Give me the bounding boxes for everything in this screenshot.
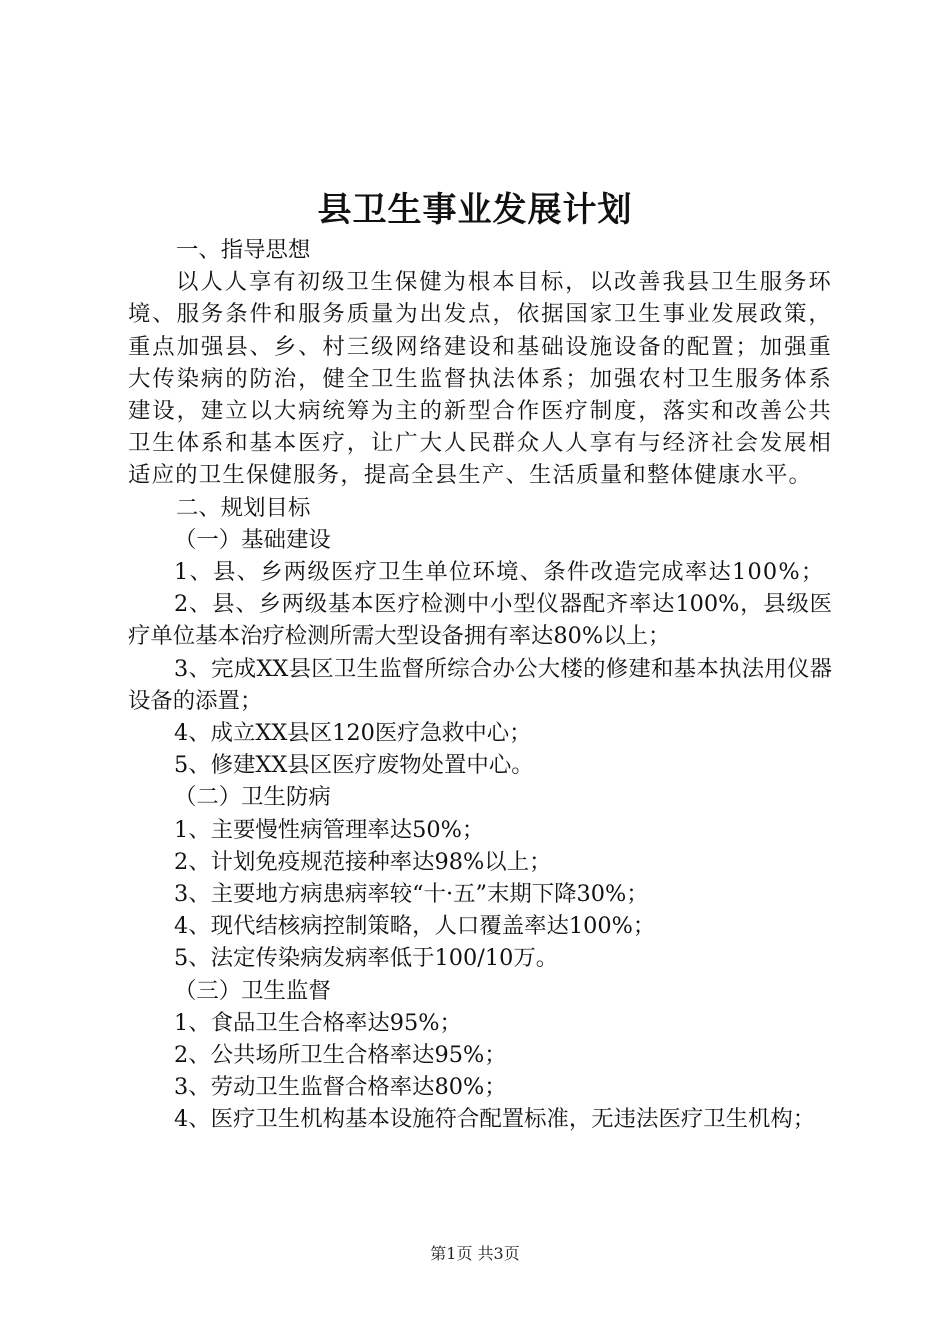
list-item-infrastructure-3: 3、完成XX县区卫生监督所综合办公大楼的修建和基本执法用仪器设备的添置；	[128, 655, 832, 714]
section-heading-planning-goals: 二、规划目标	[176, 494, 311, 521]
list-item-prevention-2: 2、计划免疫规范接种率达98%以上；	[174, 848, 552, 875]
list-item-supervision-3: 3、劳动卫生监督合格率达80%；	[174, 1074, 507, 1101]
list-item-supervision-2: 2、公共场所卫生合格率达95%；	[174, 1042, 507, 1069]
list-item-supervision-1: 1、食品卫生合格率达95%；	[174, 1009, 462, 1036]
list-item-prevention-4: 4、现代结核病控制策略，人口覆盖率达100%；	[174, 913, 656, 940]
subsection-heading-disease-prevention: （二）卫生防病	[174, 784, 331, 811]
list-item-supervision-4: 4、医疗卫生机构基本设施符合配置标准，无违法医疗卫生机构；	[174, 1106, 816, 1133]
subsection-heading-health-supervision: （三）卫生监督	[174, 977, 331, 1004]
list-item-infrastructure-1: 1、县、乡两级医疗卫生单位环境、条件改造完成率达100%；	[174, 559, 825, 586]
subsection-heading-infrastructure: （一）基础建设	[174, 526, 331, 553]
list-item-infrastructure-5: 5、修建XX县区医疗废物处置中心。	[174, 752, 534, 779]
list-item-prevention-5: 5、法定传染病发病率低于100/10万。	[174, 945, 559, 972]
page-number-footer: 第1页 共3页	[430, 1244, 520, 1263]
list-item-prevention-3: 3、主要地方病患病率较“十·五”末期下降30%；	[174, 881, 649, 908]
document-body	[128, 234, 832, 1136]
paragraph-guiding-ideology: 以人人享有初级卫生保健为根本目标，以改善我县卫生服务环境、服务条件和服务质量为出发点，依据国家卫生事业发展政策，重点加强县、乡、村三级网络建设和基础设施设备的配置；加强重大传染病的防治，健全卫生监督执法体系；加强农村卫生服务体系建设，建立以大病统筹为主的新型合作医疗制度，落实和改善公共卫生体系和基本医疗，让广大人民群众人人享有与经济社会发展相适应的卫生保健服务，提高全县生产、生活质量和整体健康水平。	[128, 269, 832, 489]
section-heading-guiding-ideology: 一、指导思想	[176, 237, 311, 263]
list-item-prevention-1: 1、主要慢性病管理率达50%；	[174, 816, 485, 843]
list-item-infrastructure-4: 4、成立XX县区120医疗急救中心；	[174, 720, 532, 747]
document-title: 县卫生事业发展计划	[317, 190, 633, 230]
list-item-infrastructure-2: 2、县、乡两级基本医疗检测中小型仪器配齐率达100%，县级医疗单位基本治疗检测所需大型设备拥有率达80%以上；	[128, 591, 832, 650]
